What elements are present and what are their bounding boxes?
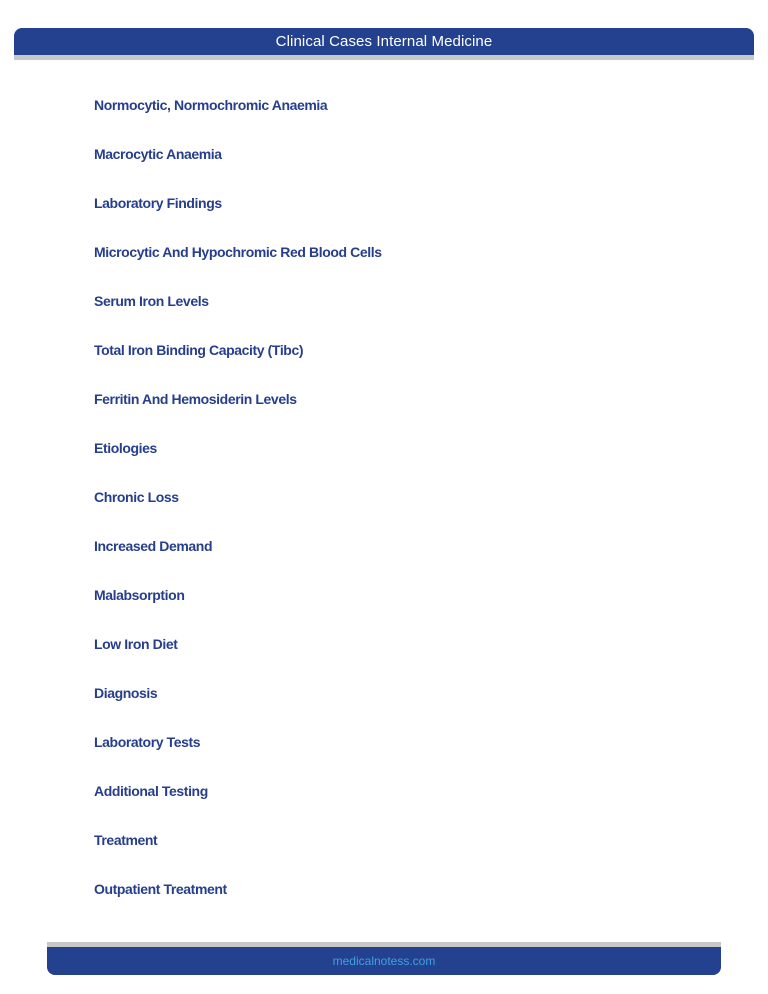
toc-item[interactable]: Outpatient Treatment: [94, 881, 227, 897]
toc-item[interactable]: Serum Iron Levels: [94, 293, 209, 309]
header-divider: [14, 55, 754, 60]
toc-item[interactable]: Malabsorption: [94, 587, 185, 603]
page-footer-bar: [47, 947, 721, 975]
toc-item[interactable]: Increased Demand: [94, 538, 213, 554]
footer-site-link[interactable]: medicalnotess.com: [332, 954, 436, 968]
toc-item[interactable]: Low Iron Diet: [94, 636, 178, 652]
toc-item[interactable]: Laboratory Findings: [94, 195, 222, 211]
toc-item[interactable]: Macrocytic Anaemia: [94, 146, 222, 162]
toc-item[interactable]: Total Iron Binding Capacity (Tibc): [94, 342, 304, 358]
toc-item[interactable]: Normocytic, Normochromic Anaemia: [94, 97, 328, 113]
page-header-title: Clinical Cases Internal Medicine: [275, 33, 493, 50]
toc-item[interactable]: Treatment: [94, 832, 158, 848]
toc-item[interactable]: Additional Testing: [94, 783, 208, 799]
toc-item[interactable]: Chronic Loss: [94, 489, 179, 505]
page-header-bar: [14, 28, 754, 55]
table-of-contents: [94, 93, 382, 926]
toc-item[interactable]: Ferritin And Hemosiderin Levels: [94, 391, 297, 407]
toc-item[interactable]: Laboratory Tests: [94, 734, 201, 750]
toc-item[interactable]: Etiologies: [94, 440, 157, 456]
toc-item[interactable]: Diagnosis: [94, 685, 158, 701]
toc-item[interactable]: Microcytic And Hypochromic Red Blood Cells: [94, 244, 382, 260]
